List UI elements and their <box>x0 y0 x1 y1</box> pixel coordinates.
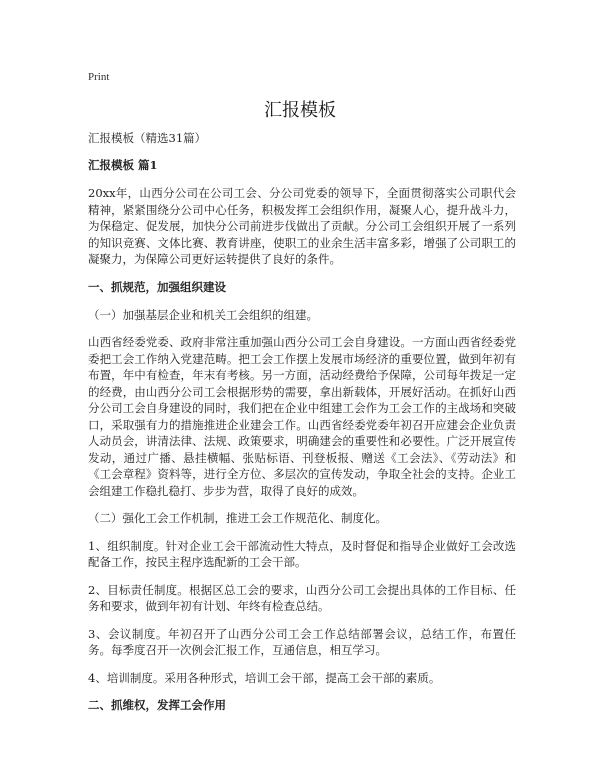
heading-organization: 一、抓规范，加强组织建设 <box>88 279 226 294</box>
intro-paragraph: 20xx年，山西分公司在公司工会、分公司党委的领导下，全面贯彻落实公司职代会精神，紧紧围绕分公司中心任务，积极发挥工会组织作用，凝聚人心，提升战斗力，为保稳定、促发展，加快分公司前进步伐做出了贡献。分公司工会组织开展了一系列的知识竞赛、文体比赛、教育讲座，使职工的业余生活丰富多彩，增强了公司职工的凝聚力，为保障公司更好运转提供了良好的条件。 <box>88 186 516 266</box>
print-label: Print <box>88 71 110 83</box>
list-item-responsibility-system: 2、目标责任制度。根据区总工会的要求，山西分公司工会提出具体的工作目标、任务和要求，做到年初有计划、年终有检查总结。 <box>88 582 516 613</box>
heading-rights-protection: 二、抓维权，发挥工会作用 <box>88 698 226 712</box>
list-item-organization-system: 1、组织制度。针对企业工会干部流动性大特点，及时督促和指导企业做好工会改选配备工作，按民主程序选配新的工会干部。 <box>88 538 516 569</box>
subheading-work-mechanism: （二）强化工会工作机制，推进工会工作规范化、制度化。 <box>88 511 387 525</box>
organization-paragraph: 山西省经委党委、政府非常注重加强山西分公司工会自身建设。一方面山西省经委党委把工会工作纳入党建范畴。把工会工作摆上发展市场经济的重要位置，做到年初有布置，年中有检查，年末有考核。另一方面，活动经费给予保障，公司每年拨足一定的经费，由山西分公司工会根据形势的需要，拿出新载体，开展好活动。在抓好山西分公司工会自身建设的同时，我们把在企业中组建工会作为工会工作的主战场和突破口，采取强有力的措施推进企业建会工作。山西省经委党委年初召开应建会企业负责人动员会，讲清法律、法规、政策要求，明确建会的重要性和必要性。广泛开展宣传发动，通过广播、悬挂横幅、张贴标语、刊登板报、赠送《工会法》、《劳动法》和《工会章程》资料等，进行全方位、多层次的宣传发动，争取全社会的支持。企业工会组建工作稳扎稳打、步步为营，取得了良好的成效。 <box>88 335 516 498</box>
page-title: 汇报模板 <box>264 100 336 121</box>
subheading-union-organization: （一）加强基层企业和机关工会组织的组建。 <box>88 307 318 322</box>
document-body <box>88 130 516 725</box>
document-subtitle: 汇报模板（精选31篇） <box>88 131 207 145</box>
list-item-meeting-system: 3、会议制度。年初召开了山西分公司工会工作总结部署会议，总结工作，布置任务。每季度召开一次例会汇报工作，互通信息，相互学习。 <box>88 626 516 657</box>
section-title: 汇报模板 篇1 <box>88 158 158 172</box>
list-item-training-system: 4、培训制度。采用各种形式，培训工会干部，提高工会干部的素质。 <box>88 670 441 685</box>
